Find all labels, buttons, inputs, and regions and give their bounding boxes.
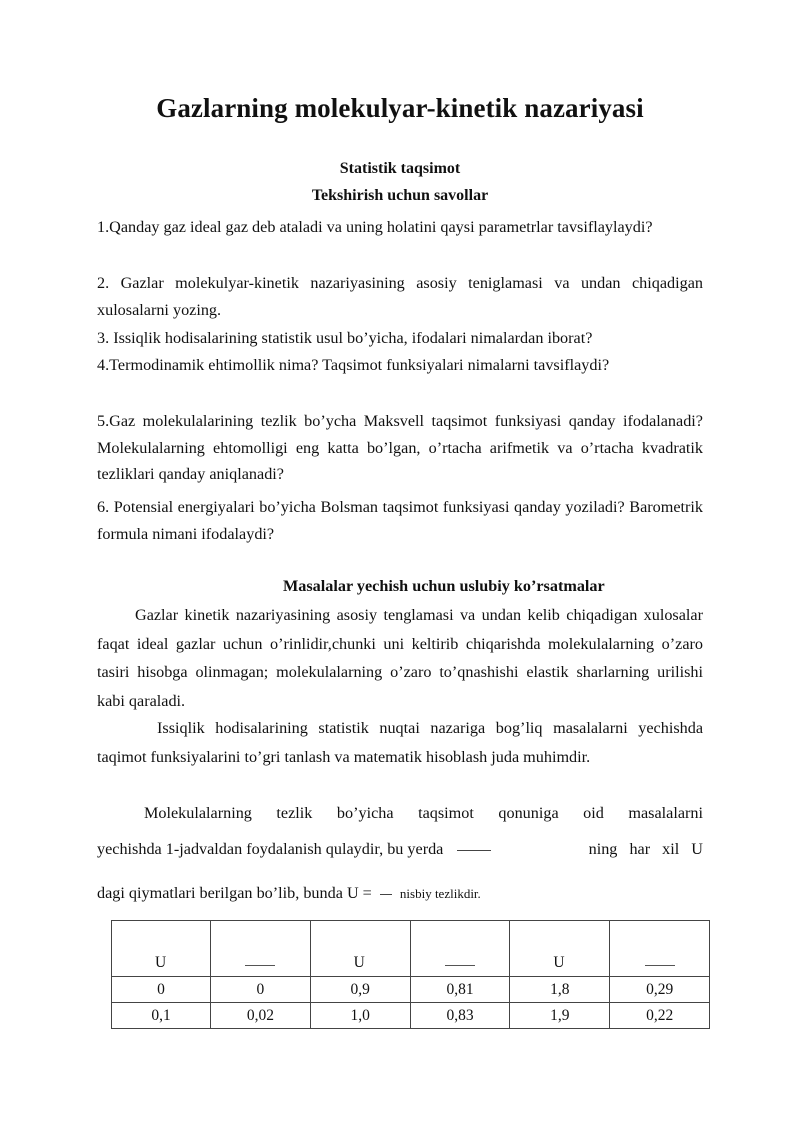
question-2: 2. Gazlar molekulyar-kinetik nazariyasining asosiy teniglamasi va undan chiqadigan xulosalarni yozing. — [97, 274, 703, 319]
table-cell: 0 — [112, 977, 211, 1003]
table-cell: 1,9 — [510, 1003, 610, 1029]
line-dagi — [97, 884, 703, 903]
table-cell: 0,1 — [112, 1003, 211, 1029]
subtitle-tekshirish-savollar: Tekshirish uchun savollar — [311, 187, 489, 204]
line-jadval-text-start: yechishda 1-jadvaldan foydalanish qulaydir, bu yerda — [97, 840, 444, 858]
table-cell: 1,0 — [310, 1003, 410, 1029]
paragraph-gazlar: Gazlar kinetik nazariyasining asosiy tenglamasi va undan kelib chiqadigan xulosalar faqat ideal gazlar uchun o’rinlidir,chunki uni keltirib chiqarishda molekulalarning o’zaro tasiri hisobga olinmagan; molekulalarning o’zaro to’qnashishi elastik sharlarning urilishi kabi qaraladi. — [97, 606, 703, 710]
paragraph-issiqlik: Issiqlik hodisalarining statistik nuqtai nazariga bog’liq masalalarni yechishda taqimot funksiyalarini to’gri tanlash va matematik hisoblash juda muhimdir. — [97, 719, 703, 766]
table-header-cell: U — [112, 921, 211, 977]
paragraph-molekulalar: Molekulalarning tezlik bo’yicha taqsimot qonuniga oid masalalarni — [144, 804, 703, 822]
table-cell: 0,9 — [310, 977, 410, 1003]
question-5: 5.Gaz molekulalarining tezlik bo’ycha Maksvell taqsimot funksiyasi qanday ifodalanadi? Molekulalarning ehtomolligi eng katta bo’lgan, o’rtacha arifmetik va o’rtacha kvadratik tezliklari qanday aniqlanadi? — [97, 412, 703, 483]
table-cell: 0,22 — [610, 1003, 710, 1029]
question-3: 3. Issiqlik hodisalarining statistik usul bo’yicha, ifodalari nimalardan iborat? — [97, 329, 593, 347]
table-cell: 0,29 — [610, 977, 710, 1003]
table-cell: 1,8 — [510, 977, 610, 1003]
table-cell: 0,02 — [211, 1003, 311, 1029]
fraction-bar — [380, 894, 392, 895]
table-header-cell — [610, 921, 710, 977]
line-dagi-text-start: dagi qiymatlari berilgan bo’lib, bunda U = — [97, 884, 372, 902]
table-header-cell: U — [310, 921, 410, 977]
subtitle-statistik-taqsimot: Statistik taqsimot — [339, 160, 461, 177]
table-header-row — [112, 921, 710, 977]
table-header-cell — [410, 921, 510, 977]
table-cell: 0,81 — [410, 977, 510, 1003]
page-title: Gazlarning molekulyar-kinetik nazariyasi — [156, 93, 644, 123]
question-6: 6. Potensial energiyalari bo’yicha Bolsman taqsimot funksiyasi qanday yoziladi? Barometrik formula nimani ifodalaydi? — [97, 498, 703, 543]
table-cell: 0,83 — [410, 1003, 510, 1029]
table-header-cell — [211, 921, 311, 977]
line-jadval-text-end: ning har xil U — [588, 840, 703, 858]
velocity-distribution-table — [111, 920, 710, 1029]
table-row — [112, 977, 710, 1003]
fraction-bar — [457, 850, 491, 851]
question-4: 4.Termodinamik ehtimollik nima? Taqsimot funksiyalari nimalarni tavsiflaydi? — [97, 356, 610, 374]
table-header-cell: U — [510, 921, 610, 977]
section-heading: Masalalar yechish uchun uslubiy ko’rsatmalar — [283, 577, 605, 595]
table-row — [112, 1003, 710, 1029]
question-1: 1.Qanday gaz ideal gaz deb ataladi va uning holatini qaysi parametrlar tavsiflaylaydi? — [97, 218, 653, 236]
line-dagi-text-end: nisbiy tezlikdir. — [399, 886, 481, 901]
line-jadval — [97, 840, 703, 859]
table-cell: 0 — [211, 977, 311, 1003]
